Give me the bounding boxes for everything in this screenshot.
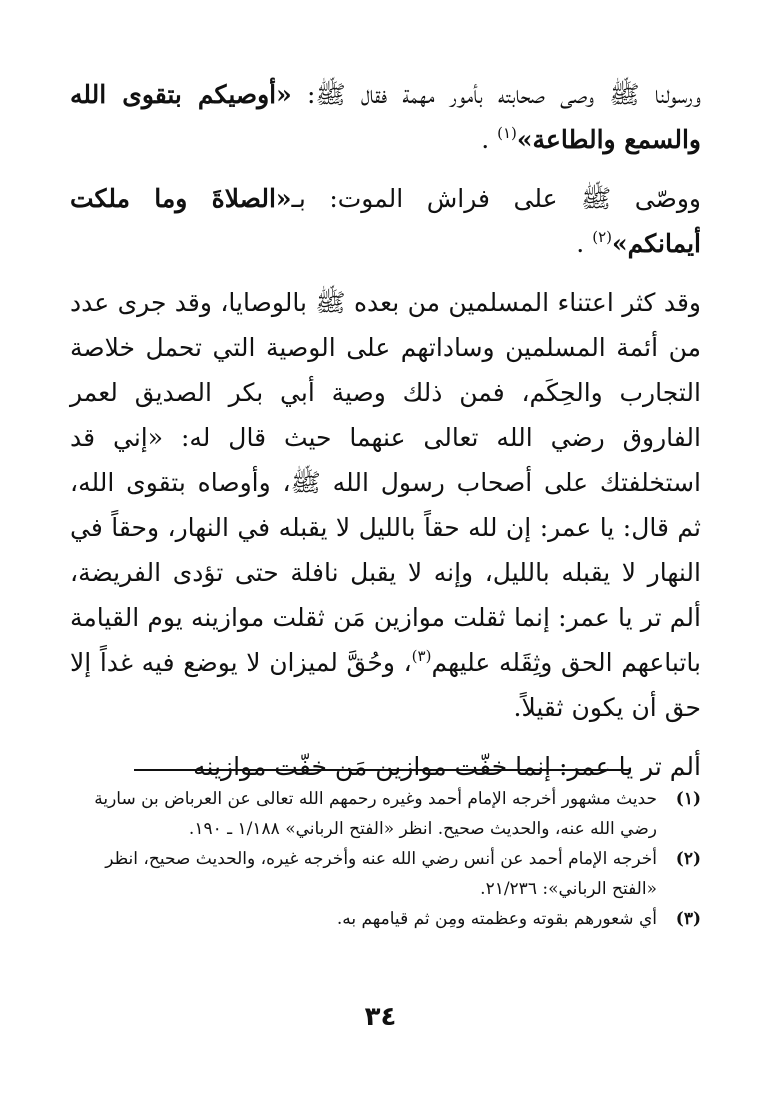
- footnote-text: أخرجه الإمام أحمد عن أنس رضي الله عنه وأخرجه غيره، والحديث صحيح، انظر «الفتح الرباني»: ٢١/٢٣٦.: [105, 849, 657, 899]
- footnote-number: (٣): [675, 909, 701, 929]
- footnote-ref-2: (٢): [592, 228, 612, 246]
- footnote-text: حديث مشهور أخرجه الإمام أحمد وغيره رحمهم الله تعالى عن العرباض بن سارية رضي الله عنه، والحديث صحيح. انظر «الفتح الرباني» ١/١٨٨ ـ ١٩٠.: [94, 789, 657, 839]
- hadith-quote-1: «أوصيكم بتقوى الله والسمع والطاعة»: [70, 80, 701, 154]
- paragraph-4: [70, 744, 701, 789]
- footnote-text: أي شعورهم بقوته وعظمته ومِن ثم قيامهم به.: [336, 909, 657, 929]
- main-text: [70, 72, 701, 789]
- paragraph-1: [70, 72, 701, 162]
- footnote-divider: [134, 769, 631, 771]
- hadith-quote-2: «الصلاةَ وما ملكت أيمانكم»: [70, 184, 701, 258]
- footnote-number: (١): [675, 789, 701, 809]
- footnote-ref-3: (٣): [411, 647, 432, 665]
- footnote-ref-1: (١): [497, 124, 517, 142]
- paragraph-1-intro: ورسولنا ﷺ وصى صحابته بأمور مهمة فقال ﷺ:: [307, 80, 701, 109]
- footnote-3: [70, 904, 701, 934]
- page-number: ٣٤: [364, 1002, 397, 1032]
- paragraph-2: [70, 176, 701, 266]
- paragraph-2-intro: ووصّى ﷺ على فراش الموت: بـ: [291, 184, 701, 213]
- paragraph-4-text: ألم تر يا عمر: إنما خفّت موازين مَن خفّت موازينه: [193, 752, 701, 781]
- paragraph-3-text: وقد كثر اعتناء المسلمين من بعده ﷺ بالوصايا، وقد جرى عدد من أئمة المسلمين وساداتهم على الوصية التي تحمل خلاصة التجارب والحِكَم، فمن ذلك وصية أبي بكر الصديق لعمر الفاروق رضي الله تعالى عنهما حيث قال له: «إني قد استخلفتك على أصحاب رسول الله ﷺ، وأوصاه بتقوى الله، ثم قال: يا عمر: إن لله حقاً بالليل لا يقبله في النهار، وحقاً في النهار لا يقبله بالليل، وإنه لا يقبل نافلة حتى تؤدى الفريضة، ألم تر يا عمر: إنما ثقلت موازين مَن ثقلت موازينه يوم القيامة باتباعهم الحق وثِقَله عليهم: [70, 288, 702, 677]
- paragraph-1-end: .: [481, 125, 490, 154]
- footnote-number: (٢): [675, 849, 701, 869]
- footnotes: [70, 784, 701, 934]
- footnote-2: [70, 844, 701, 904]
- paragraph-2-end: .: [576, 229, 585, 258]
- paragraph-3-tail: ، وحُقَّ لميزان لا يوضع فيه غداً إلا حق أن يكون ثقيلاً.: [70, 648, 701, 722]
- footnote-1: [70, 784, 701, 844]
- paragraph-3: [70, 280, 701, 730]
